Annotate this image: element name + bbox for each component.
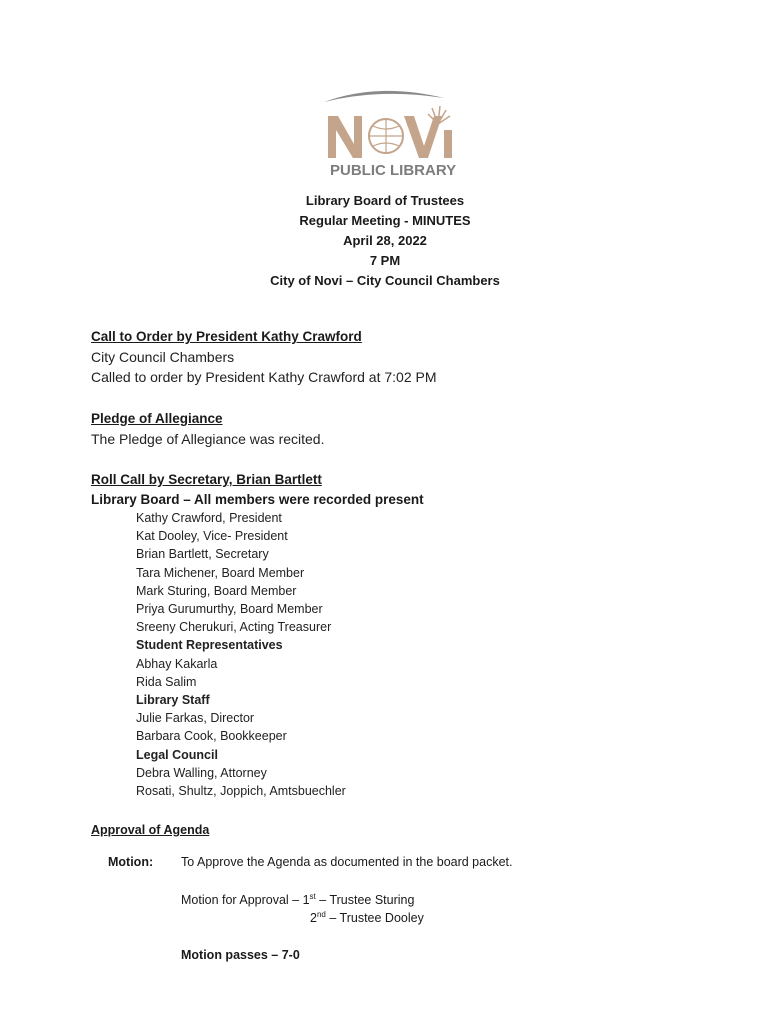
agenda-heading: Approval of Agenda <box>91 823 210 837</box>
section-roll-call <box>91 470 424 510</box>
motion-second-sup: nd <box>316 910 326 919</box>
list-item: Priya Gurumurthy, Board Member <box>136 602 323 617</box>
pledge-heading: Pledge of Allegiance <box>91 411 223 426</box>
list-item: Rosati, Shultz, Joppich, Amtsbuechler <box>136 784 346 799</box>
student-representatives-heading: Student Representatives <box>136 638 283 653</box>
list-item: Kat Dooley, Vice- President <box>136 529 288 544</box>
list-item: Tara Michener, Board Member <box>136 565 305 580</box>
legal-council-heading: Legal Council <box>136 747 218 762</box>
header-date: April 28, 2022 <box>343 233 427 248</box>
list-item: Abhay Kakarla <box>136 656 218 671</box>
section-pledge <box>91 409 324 449</box>
motion-label: Motion: <box>108 855 154 869</box>
call-to-order-heading: Call to Order by President Kathy Crawford <box>91 329 362 344</box>
list-item: Sreeny Cherukuri, Acting Treasurer <box>136 620 332 635</box>
motion-result: Motion passes – 7-0 <box>181 948 300 962</box>
document-header <box>0 191 770 291</box>
motion-first-sup: st <box>309 892 316 901</box>
list-item: Mark Sturing, Board Member <box>136 583 297 598</box>
list-item: Debra Walling, Attorney <box>136 765 267 780</box>
motion-second-suffix: – Trustee Dooley <box>325 911 424 925</box>
header-time: 7 PM <box>369 253 401 268</box>
list-item: Kathy Crawford, President <box>136 511 282 525</box>
call-to-order-location: City Council Chambers <box>91 349 235 365</box>
library-staff-heading: Library Staff <box>136 693 210 708</box>
list-item: Brian Bartlett, Secretary <box>136 547 269 562</box>
roll-call-subheading: Library Board – All members were recorded present <box>91 492 424 507</box>
motion-second-prefix: 2 <box>310 911 317 925</box>
list-item: Rida Salim <box>136 674 197 689</box>
motion-first-prefix: Motion for Approval – 1 <box>181 893 310 907</box>
roll-call-heading: Roll Call by Secretary, Brian Bartlett <box>91 472 322 487</box>
motion-first-suffix: – Trustee Sturing <box>315 893 415 907</box>
header-meeting-type: Regular Meeting - MINUTES <box>299 213 471 228</box>
header-title: Library Board of Trustees <box>305 193 465 208</box>
section-call-to-order <box>91 327 437 387</box>
list-item: Barbara Cook, Bookkeeper <box>136 729 287 744</box>
logo-subtitle: PUBLIC LIBRARY <box>330 162 457 179</box>
section-approval-of-agenda <box>91 820 209 840</box>
list-item: Julie Farkas, Director <box>136 711 255 726</box>
motion-second <box>310 910 424 925</box>
roster-list <box>136 509 346 800</box>
motion-first <box>181 892 414 907</box>
library-logo <box>318 86 458 182</box>
motion-text: To Approve the Agenda as documented in the board packet. <box>181 855 513 869</box>
header-location: City of Novi – City Council Chambers <box>270 273 500 288</box>
call-to-order-time: Called to order by President Kathy Crawford at 7:02 PM <box>91 369 437 385</box>
pledge-text: The Pledge of Allegiance was recited. <box>91 431 325 447</box>
